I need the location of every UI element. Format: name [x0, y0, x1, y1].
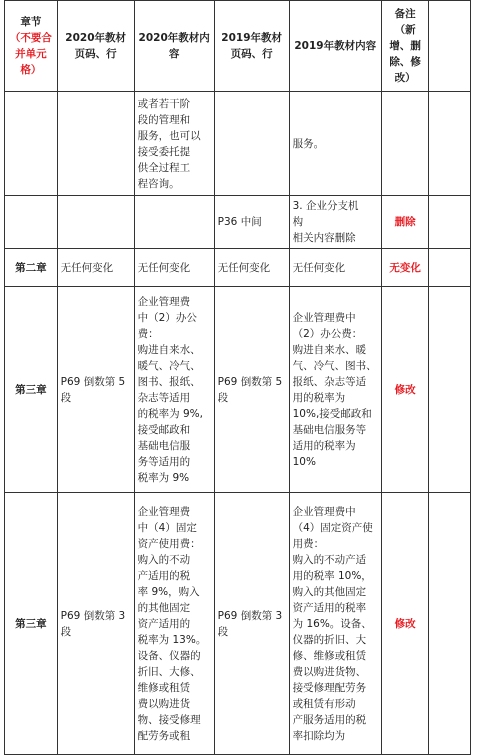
cell-chapter: 第三章 [5, 287, 58, 493]
cell-remark [381, 92, 429, 196]
cell-empty [429, 92, 471, 196]
cell-chapter [5, 92, 58, 196]
cell-remark: 无变化 [381, 249, 429, 287]
cell-remark: 删除 [381, 196, 429, 249]
cell-2019-page [214, 92, 289, 196]
cell-empty [429, 196, 471, 249]
header-2019-page: 2019年教材页码、行 [214, 1, 289, 92]
table-row [5, 249, 471, 287]
cell-chapter: 第三章 [5, 493, 58, 755]
cell-2020-content: 无任何变化 [134, 249, 214, 287]
cell-2019-content: 无任何变化 [289, 249, 381, 287]
cell-2019-content: 3. 企业分支机 构 相关内容删除 [289, 196, 381, 249]
cell-2020-content: 或者若干阶 段的管理和 服务，也可以 接受委托提 供全过程工 程咨询。 [134, 92, 214, 196]
cell-2020-content: 企业管理费 中（4）固定 资产使用费： 购入的不动 产适用的税 率 9%，购入 的其他固定 资产适用的 税率为 13%。 设备、仪器的 折旧、大修、 维修或租赁 费以购进货 物、接受修理 配劳务或租 [134, 493, 214, 755]
header-chapter [5, 1, 58, 92]
cell-2019-content: 服务。 [289, 92, 381, 196]
cell-chapter [5, 196, 58, 249]
cell-chapter: 第二章 [5, 249, 58, 287]
table-row [5, 287, 471, 493]
header-2019-content: 2019年教材内容 [289, 1, 381, 92]
cell-2020-page [57, 92, 134, 196]
cell-remark: 修改 [381, 287, 429, 493]
comparison-table [4, 0, 471, 755]
cell-2019-content: 企业管理费中 （4）固定资产使 用费： 购入的不动产适 用的税率 10%， 购入的其他固定 资产适用的税率 为 16%。设备、 仪器的折旧、大 修、维修或租赁 费以购进货物、 接受修理配劳务 或租赁有形动 产服务适用的税 率扣除均为 [289, 493, 381, 755]
cell-2020-page [57, 196, 134, 249]
cell-2019-content: 企业管理费中 （2）办公费： 购进自来水、暖 气、冷气、图书、 报纸、杂志等适 用的税率为 10%,接受邮政和 基础电信服务等 适用的税率为 10% [289, 287, 381, 493]
header-row [5, 1, 471, 92]
cell-2020-page: P69 倒数第 5 段 [57, 287, 134, 493]
cell-empty [429, 493, 471, 755]
cell-2019-page: P69 倒数第 5 段 [214, 287, 289, 493]
cell-2020-content [134, 196, 214, 249]
header-remark: 备注（新增、删除、修改） [381, 1, 429, 92]
cell-empty [429, 287, 471, 493]
cell-2020-page: P69 倒数第 3 段 [57, 493, 134, 755]
cell-empty [429, 249, 471, 287]
header-chapter-note: （不要合并单元格） [9, 32, 52, 76]
cell-2019-page: 无任何变化 [214, 249, 289, 287]
header-2020-content: 2020年教材内容 [134, 1, 214, 92]
header-chapter-label: 章节 [20, 16, 42, 28]
table-row [5, 196, 471, 249]
cell-2019-page: P36 中间 [214, 196, 289, 249]
cell-2020-content: 企业管理费 中（2）办公 费： 购进自来水、 暖气、冷气、 图书、报纸、 杂志等适用 的税率为 9%, 接受邮政和 基础电信服 务等适用的 税率为 9% [134, 287, 214, 493]
header-empty [429, 1, 471, 92]
cell-2019-page: P69 倒数第 3 段 [214, 493, 289, 755]
table-row [5, 493, 471, 755]
cell-2020-page: 无任何变化 [57, 249, 134, 287]
cell-remark: 修改 [381, 493, 429, 755]
table-row [5, 92, 471, 196]
header-2020-page: 2020年教材页码、行 [57, 1, 134, 92]
